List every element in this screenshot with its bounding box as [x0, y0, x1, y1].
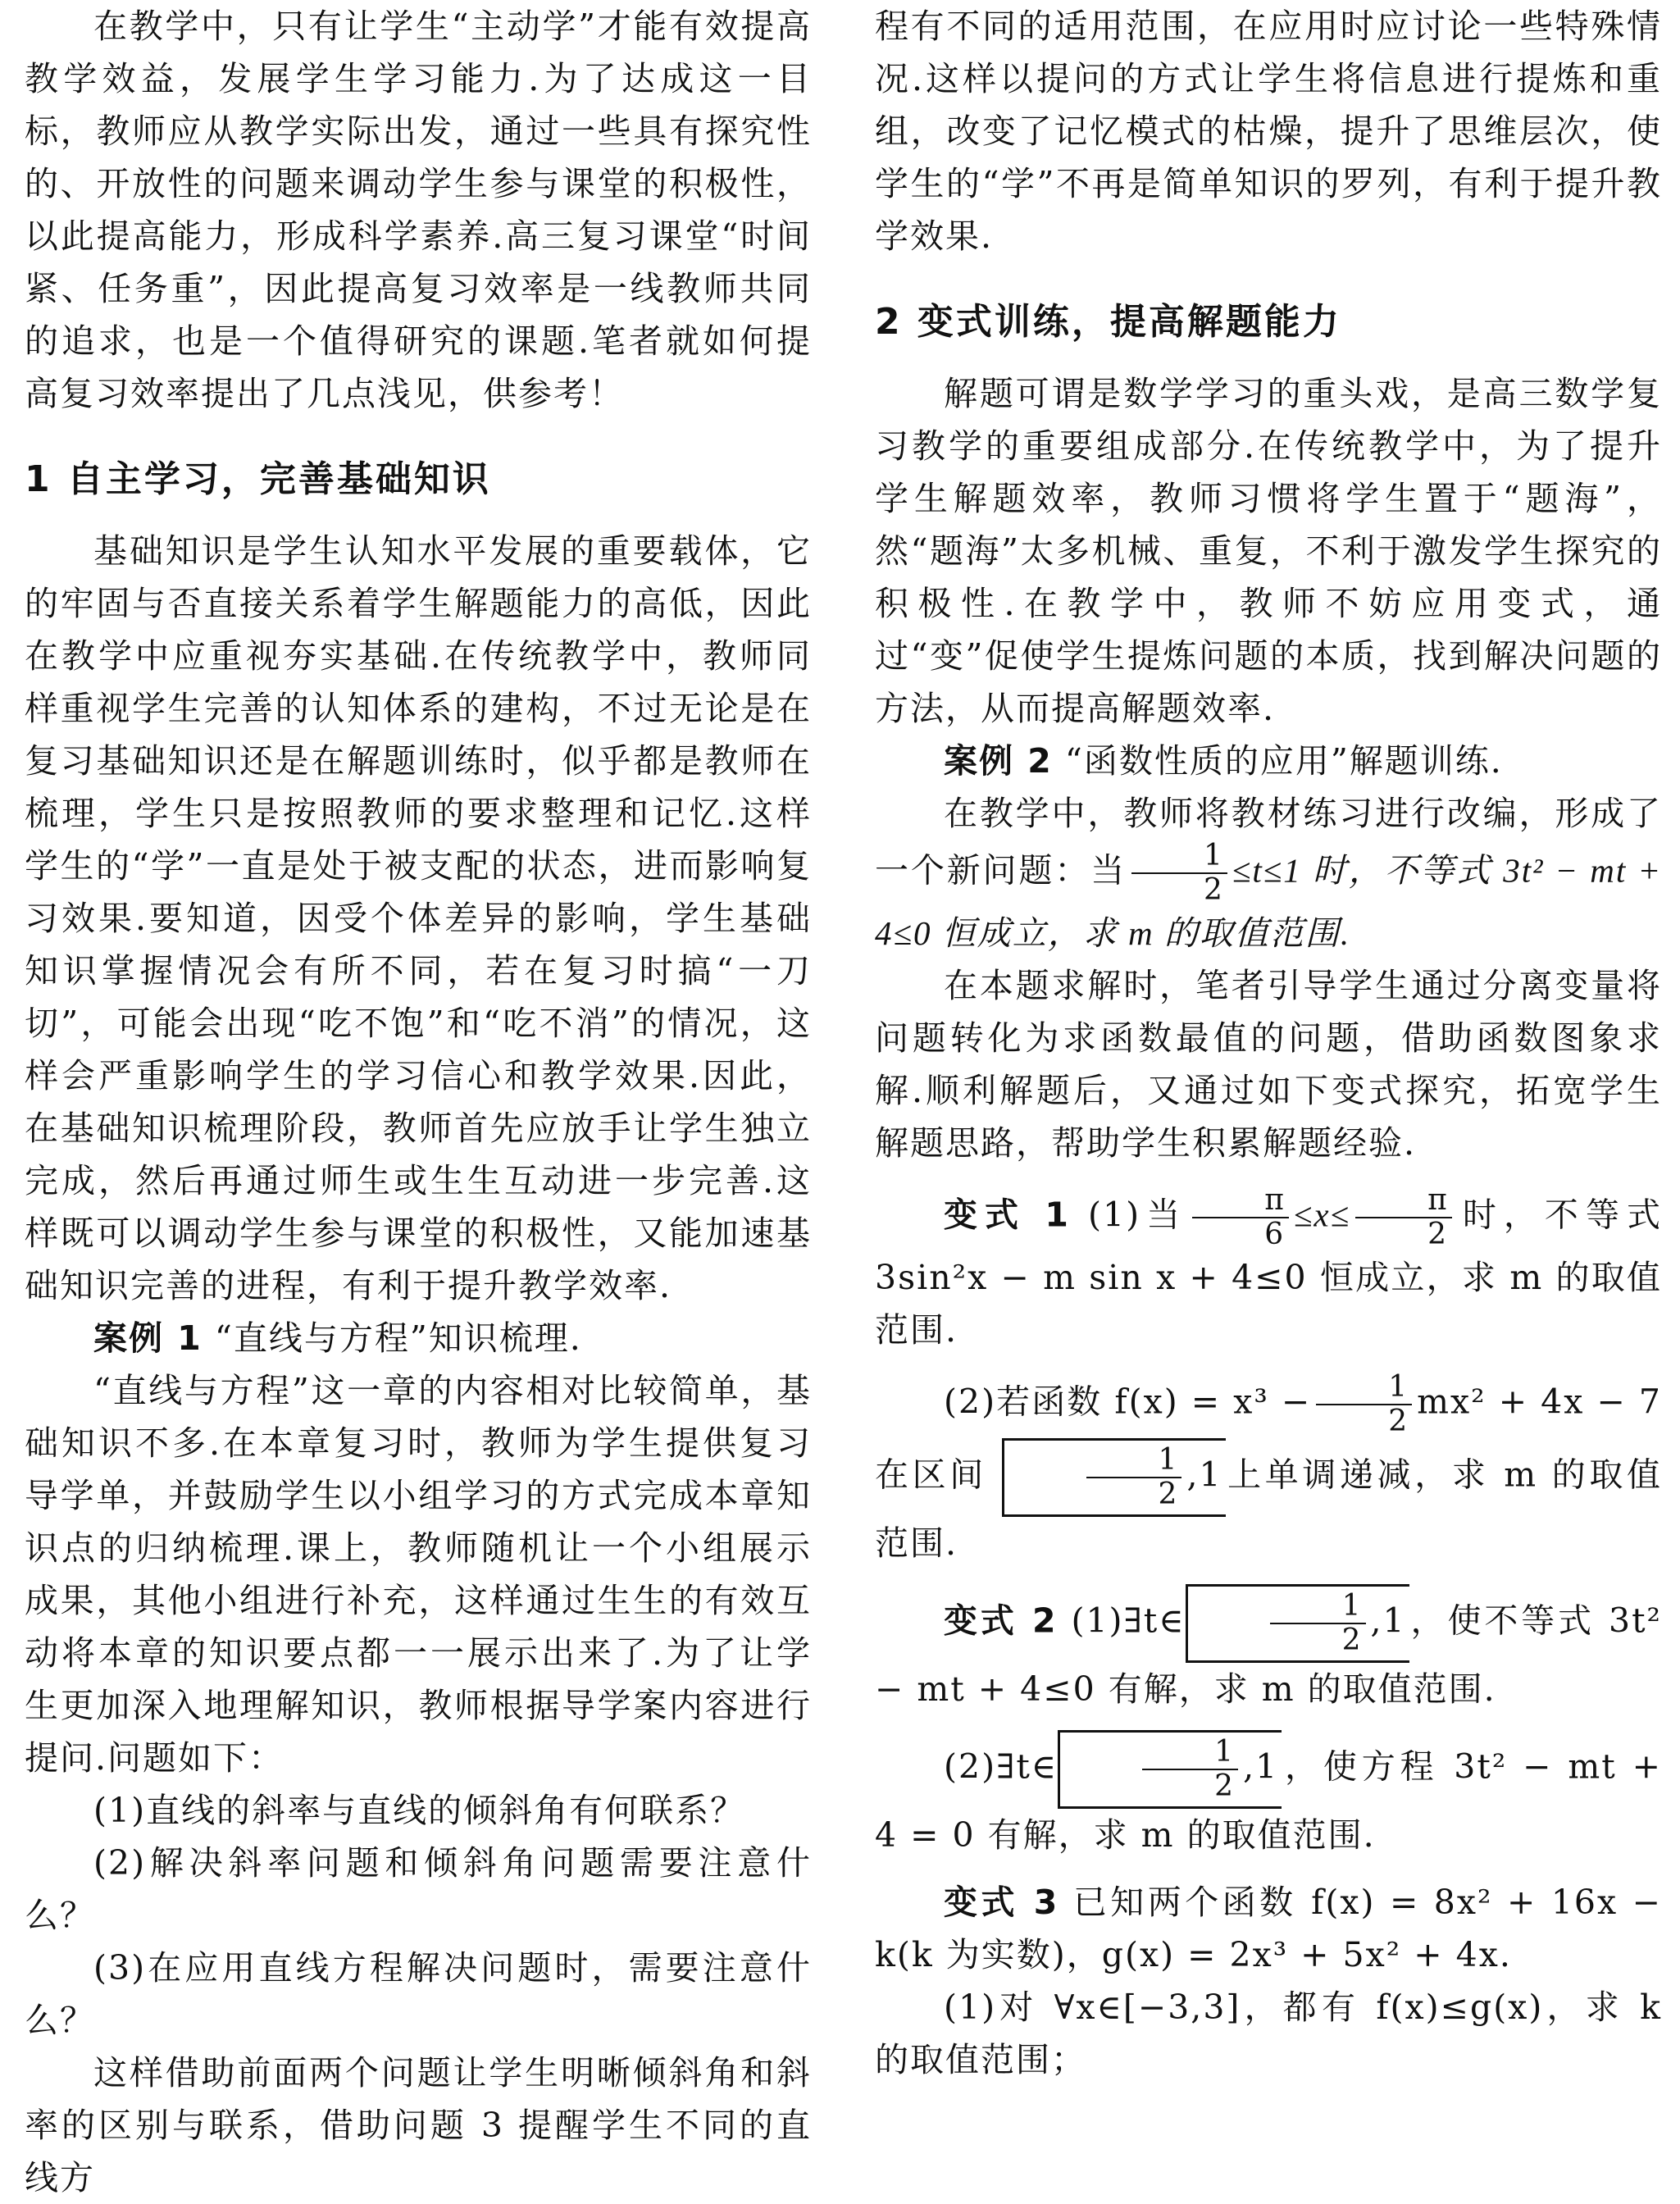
- variant-2-2-text-a: (2)∃t∈: [944, 1746, 1059, 1787]
- variant-3-text: 已知两个函数 f(x) = 8x² + 16x − k(k 为实数)，g(x) = 2x³ + 5x² + 4x.: [875, 1883, 1662, 1974]
- case-1-label: 案例 1: [93, 1318, 203, 1358]
- variant-1-text-c: 时，不等式 3sin²x − m sin x + 4≤0 恒成立，求 m 的取值范围.: [875, 1195, 1662, 1350]
- case-1-title: “直线与方程”知识梳理.: [214, 1318, 582, 1358]
- interval-bracket: $\frac{1}{2}$ ,1: [1186, 1584, 1409, 1663]
- variant-3-part-1: (1)对 ∀x∈[−3,3]，都有 f(x)≤g(x)，求 k 的取值范围；: [875, 1988, 1662, 2079]
- variant-1-2-text-a: (2)若函数 f(x) = x³ −: [944, 1382, 1312, 1422]
- right-column: [875, 0, 1662, 2086]
- variant-2-part-2: [875, 1730, 1662, 1861]
- variant-3: [875, 1876, 1662, 1981]
- solve-paragraph: 在本题求解时，笔者引导学生通过分离变量将问题转化为求函数最值的问题，借助函数图象求解.顺利解题后，又通过如下变式探究，拓宽学生解题思路，帮助学生积累解题经验.: [875, 966, 1662, 1163]
- closing-paragraph: 这样借助前面两个问题让学生明晰倾斜角和斜率的区别与联系，借助问题 3 提醒学生不同的直线方: [25, 2053, 812, 2197]
- case-2-title: “函数性质的应用”解题训练.: [1064, 741, 1503, 781]
- case-2-label: 案例 2: [944, 741, 1053, 781]
- variant-3-label: 变式 3: [944, 1883, 1059, 1922]
- variant-1-text-a: (1)当: [1088, 1195, 1188, 1235]
- basics-paragraph: 基础知识是学生认知水平发展的重要载体，它的牢固与否直接关系着学生解题能力的高低，因此在教学中应重视夯实基础.在传统教学中，教师同样重视学生完善的认知体系的建构，不过无论是在复习基础知识还是在解题训练时，似乎都是教师在梳理，学生只是按照教师的要求整理和记忆.这样学生的“学”一直是处于被支配的状态，进而影响复习效果.要知道，因受个体差异的影响，学生基础知识掌握情况会有所不同，若在复习时搞“一刀切”，可能会出现“吃不饱”和“吃不消”的情况，这样会严重影响学生的学习信心和教学效果.因此，在基础知识梳理阶段，教师首先应放手让学生独立完成，然后再通过师生或生生互动进一步完善.这样既可以调动学生参与课堂的积极性，又能加速基础知识完善的进程，有利于提升教学效率.: [25, 531, 812, 1305]
- continued-paragraph: 程有不同的适用范围，在应用时应讨论一些特殊情况.这样以提问的方式让学生将信息进行提炼和重组，改变了记忆模式的枯燥，提升了思维层次，使学生的“学”不再是简单知识的罗列，有利于提升教学效果.: [875, 7, 1662, 256]
- variant-2-text-a: (1)∃t∈: [1071, 1601, 1186, 1641]
- case-1-line: [25, 1312, 812, 1364]
- interval-bracket: $\frac{1}{2}$ ,1: [1058, 1730, 1282, 1809]
- left-column: [25, 0, 812, 2204]
- variant-2-label: 变式 2: [944, 1601, 1058, 1641]
- variant-1-part-2: [875, 1371, 1662, 1569]
- question-1: (1)直线的斜率与直线的倾斜角有何联系？: [93, 1791, 746, 1830]
- fraction-half: $\frac{1}{2}$: [1316, 1371, 1412, 1438]
- interval-bracket: $\frac{1}{2}$ ,1: [1002, 1438, 1226, 1517]
- variant-2-text-c: ，使不等式 3t² − mt + 4≤0 有解，求 m 的取值范围.: [875, 1601, 1662, 1709]
- question-3: (3)在应用直线方程解决问题时，需要注意什么？: [25, 1948, 812, 2040]
- fraction-pi-2: $\frac{\pi}{2}$: [1355, 1184, 1452, 1251]
- variant-2-2-text-c: ，使方程 3t² − mt + 4 = 0 有解，求 m 的取值范围.: [875, 1746, 1662, 1855]
- variant-1-part-1: [875, 1184, 1662, 1356]
- section-2-heading: 2 变式训练，提高解题能力: [875, 301, 1341, 343]
- case-2-problem: [875, 787, 1662, 959]
- question-2: (2)解决斜率问题和倾斜角问题需要注意什么？: [25, 1843, 812, 1935]
- case-2-text-a: 在教学中，教师将教材练习进行改编，形成了一个新问题：当: [875, 794, 1662, 890]
- section-1-heading: 1 自主学习，完善基础知识: [25, 458, 491, 500]
- fraction-pi-6: $\frac{\pi}{6}$: [1192, 1184, 1289, 1251]
- case-2-line: [875, 735, 1662, 787]
- variant-1-2-text-d: 上单调递减，求 m 的取值范围.: [875, 1455, 1662, 1563]
- variant-1-text-b: ≤x≤: [1293, 1195, 1351, 1234]
- case-1-paragraph: “直线与方程”这一章的内容相对比较简单，基础知识不多.在本章复习时，教师为学生提供复习导学单，并鼓励学生以小组学习的方式完成本章知识点的归纳梳理.课上，教师随机让一个小组展示成果，其他小组进行补充，这样通过生生的有效互动将本章的知识要点都一一展示出来了.为了让学生更加深入地理解知识，教师根据导学案内容进行提问.问题如下：: [25, 1371, 812, 1778]
- variant-1-2-text-b: mx² + 4x − 7 在区间: [875, 1382, 1662, 1495]
- variant-2-part-1: [875, 1584, 1662, 1715]
- fraction-half: $\frac{1}{2}$: [1131, 840, 1227, 907]
- case-2-text-b: ≤t≤1 时，不等式 3t² − mt + 4≤0 恒成立，求 m 的取值范围.: [875, 851, 1663, 952]
- variant-1-label: 变式 1: [944, 1195, 1070, 1235]
- intro-paragraph: 在教学中，只有让学生“主动学”才能有效提高教学效益，发展学生学习能力.为了达成这一目标，教师应从教学实际出发，通过一些具有探究性的、开放性的问题来调动学生参与课堂的积极性，以此提高能力，形成科学素养.高三复习课堂“时间紧、任务重”，因此提高复习效率是一线教师共同的追求，也是一个值得研究的课题.笔者就如何提高复习效率提出了几点浅见，供参考！: [25, 7, 812, 413]
- variation-paragraph: 解题可谓是数学学习的重头戏，是高三数学复习教学的重要组成部分.在传统教学中，为了提升学生解题效率，教师习惯将学生置于“题海”，然“题海”太多机械、重复，不利于激发学生探究的积极性.在教学中，教师不妨应用变式，通过“变”促使学生提炼问题的本质，找到解决问题的方法，从而提高解题效率.: [875, 374, 1662, 728]
